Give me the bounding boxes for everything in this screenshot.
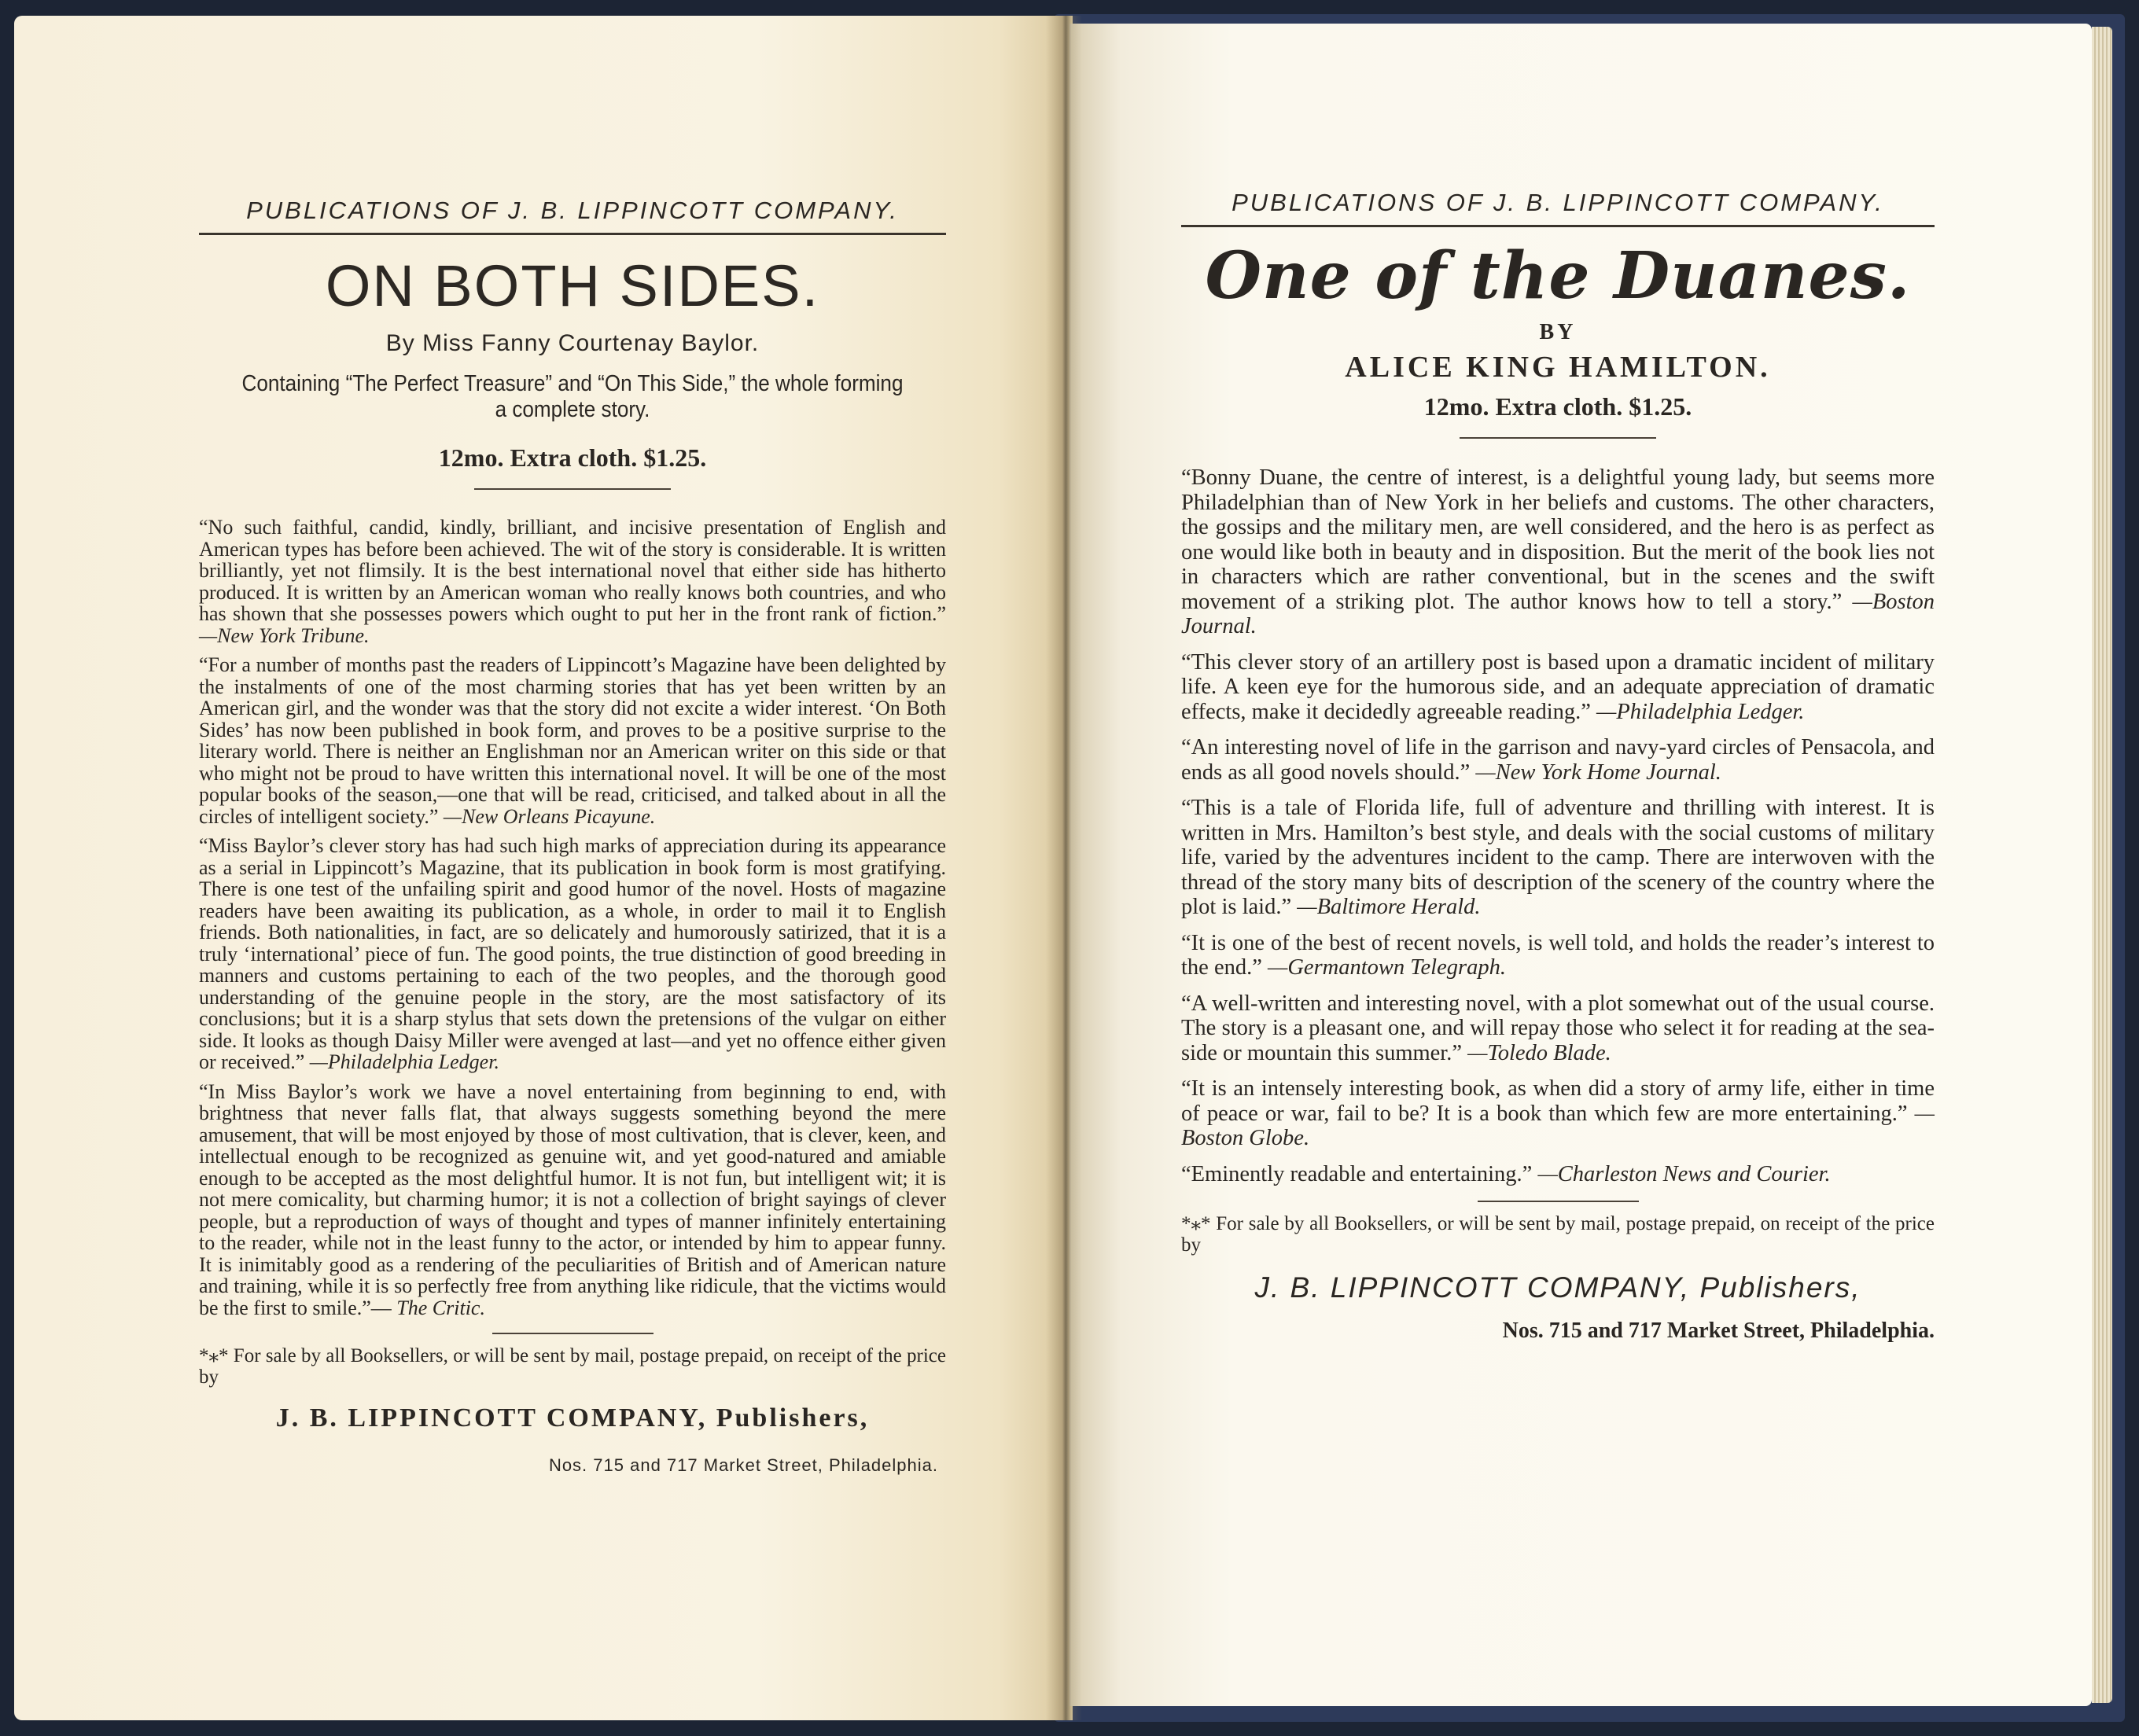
right-review-6 — [1181, 991, 1935, 1066]
review-source: —Philadelphia Ledger. — [1596, 699, 1805, 724]
right-footer-divider — [1478, 1201, 1639, 1202]
review-source: —Toledo Blade. — [1467, 1040, 1611, 1065]
review-text: “Miss Baylor’s clever story has had such high marks of appreciation during its appearance as a serial in Lippincott’s Magazine, that its publication in book form is most gratifying. There is one test of the unfailing spirit and good humor of the novel. Hosts of magazine readers have been awaiting its publication, as a whole, in order to mail it to English friends. Both nationalities, in fact, are so delicately and humorously satirized, that it is a truly ‘international’ piece of fun. The good points, the true distinction of good breeding in manners and customs pertaining to each of the two peoples, and the thorough good understanding of the genuine people in the story, are the most satisfactory of its conclusions; but it is a sharp stylus that sets down the pretensions of the vulgar on either side. It looks as though Daisy Miller were avenged at last—and yet no offence either given or received.” — [199, 834, 946, 1073]
right-address: Nos. 715 and 717 Market Street, Philadelphia. — [1502, 1319, 1935, 1343]
review-source: —New York Tribune. — [199, 623, 370, 647]
review-text: “In Miss Baylor’s work we have a novel entertaining from beginning to end, with brightness that never falls flat, that always suggests something beyond the mere amusement, that will be most enjoyed by those of most cultivation, that is clever, keen, and intellectual enough to be recognized as genuine wit, and yet good-natured and amiable enough to be accepted as the most delightful humor. It is not fun, but intelligent wit; it is not mere comicality, but charming humor; it is not a collection of bright sayings of clever people, but a reproduction of ways of thought and types of manner infinitely entertaining to the reader, while not in the least funny to the actor, or intended by him to appear funny. It is inimitably good as a rendering of the peculiarities of British and of American nature and training, while it is so perfectly free from anything like ridicule, that the victims would be the first to smile.”— — [199, 1079, 946, 1319]
left-review-1 — [199, 517, 946, 646]
left-contents-note: Containing “The Perfect Treasure” and “On This Side,” the whole forming a complete story. — [241, 371, 904, 422]
right-review-4 — [1181, 796, 1935, 920]
right-review-8 — [1181, 1162, 1935, 1187]
left-review-3 — [199, 835, 946, 1073]
right-divider — [1460, 437, 1656, 439]
right-byline — [1181, 320, 1935, 384]
right-running-head: PUBLICATIONS OF J. B. LIPPINCOTT COMPANY. — [1181, 189, 1935, 227]
right-review-1 — [1181, 465, 1935, 639]
right-footer-note: *⁎* For sale by all Booksellers, or will be sent by mail, postage prepaid, on receipt of the price by — [1181, 1213, 1935, 1256]
review-text: “Eminently readable and entertaining.” — [1181, 1161, 1533, 1186]
right-review-2 — [1181, 650, 1935, 725]
review-source: —New York Home Journal. — [1475, 760, 1721, 785]
review-text: “Bonny Duane, the centre of interest, is a delightful young lady, but seems more Philadelphian than of New York in her beliefs and customs. The other characters, the gossips and the military men, are well considered, and the hero is as perfect as one would like both in beauty and in disposition. But the merit of the book lies not in characters which are rather conventional, but in the scenes and the swift movement of a striking plot. The author knows how to tell a story.” — [1181, 465, 1935, 614]
review-source: —Boston Globe. — [1181, 1101, 1935, 1150]
right-review-7 — [1181, 1076, 1935, 1151]
review-source: —Charleston News and Courier. — [1537, 1161, 1831, 1186]
review-source: —Baltimore Herald. — [1297, 895, 1481, 919]
book-gutter — [1046, 16, 1082, 1720]
review-text: “For a number of months past the readers of Lippincott’s Magazine have been delighted by the instalments of one of the most charming stories that has yet been written by an American girl, and the wonder was that the story did not excite a wider interest. ‘On Both Sides’ has now been published in book form, and proves to be a positive surprise to the literary world. There is neither an Englishman nor an American writer on this side or that who might not be proud to have written this international novel. It will be one of the most popular books of the season,—one that will be read, criticised, and talked about in all the circles of intelligent society.” — [199, 653, 946, 828]
left-publisher: J. B. LIPPINCOTT COMPANY, Publishers, — [275, 1403, 870, 1433]
left-divider — [474, 488, 671, 490]
right-price: 12mo. Extra cloth. $1.25. — [1423, 392, 1692, 421]
review-text: “A well-written and interesting novel, with a plot somewhat out of the usual course. The story is a pleasant one, and will repay those who select it for reading at the sea-side or mountain this summer.” — [1181, 991, 1935, 1065]
review-source: —Germantown Telegraph. — [1268, 955, 1506, 980]
review-text: “This is a tale of Florida life, full of adventure and thrilling with interest. It is written in Mrs. Hamilton’s best style, and deals with the social customs of military life, varied by the adventures incident to the camp. There are interwoven with the thread of the story many bits of description of the scenery of the country where the plot is laid.” — [1181, 796, 1935, 919]
by-label: BY — [1539, 320, 1577, 344]
left-running-head: PUBLICATIONS OF J. B. LIPPINCOTT COMPANY. — [199, 197, 946, 235]
review-source: —Philadelphia Ledger. — [309, 1050, 499, 1073]
left-byline: By Miss Fanny Courtenay Baylor. — [385, 330, 760, 356]
review-source: The Critic. — [396, 1296, 485, 1319]
author-name: ALICE KING HAMILTON. — [1345, 351, 1771, 384]
review-source: —Boston Journal. — [1181, 589, 1935, 638]
left-page — [14, 16, 1073, 1720]
review-text: “It is an intensely interesting book, as when did a story of army life, either in time of peace or war, fail to be? It is a book than which few are more entertaining.” — [1181, 1076, 1935, 1126]
left-footer-note: *⁎* For sale by all Booksellers, or will be sent by mail, postage prepaid, on receipt of the price by — [199, 1345, 946, 1388]
right-publisher: J. B. LIPPINCOTT COMPANY, Publishers, — [1254, 1271, 1861, 1304]
left-footer-divider — [492, 1333, 653, 1334]
right-review-3 — [1181, 735, 1935, 785]
left-price: 12mo. Extra cloth. $1.25. — [438, 443, 707, 472]
left-review-2 — [199, 654, 946, 827]
right-page-content — [1181, 189, 1935, 1344]
right-book-title: One of the Duanes. — [1205, 238, 1911, 314]
review-text: “This clever story of an artillery post is based upon a dramatic incident of military life. A keen eye for the humorous side, and an adequate appreciation of dramatic effects, make it decidedly agreeable reading.” — [1181, 649, 1935, 724]
review-source: —New Orleans Picayune. — [443, 804, 656, 828]
page-edges — [2092, 27, 2112, 1703]
review-text: “No such faithful, candid, kindly, brilliant, and incisive presentation of English and American types has before been achieved. The wit of the story is considerable. It is written brilliantly, yet not flimsily. It is the best international novel that either side has hitherto produced. It is written by an American woman who really knows both countries, and who has shown that she possesses powers which ought to put her in the front rank of fiction.” — [199, 516, 946, 625]
left-address: Nos. 715 and 717 Market Street, Philadelphia. — [548, 1455, 938, 1475]
right-page — [1070, 24, 2092, 1706]
right-review-5 — [1181, 931, 1935, 980]
left-review-4 — [199, 1081, 946, 1319]
left-book-title: ON BOTH SIDES. — [325, 253, 820, 318]
review-text: “It is one of the best of recent novels, is well told, and holds the reader’s interest to the end.” — [1181, 930, 1935, 980]
left-page-content — [199, 197, 946, 1476]
review-text: “An interesting novel of life in the garrison and navy-yard circles of Pensacola, and ends as all good novels should.” — [1181, 735, 1935, 785]
